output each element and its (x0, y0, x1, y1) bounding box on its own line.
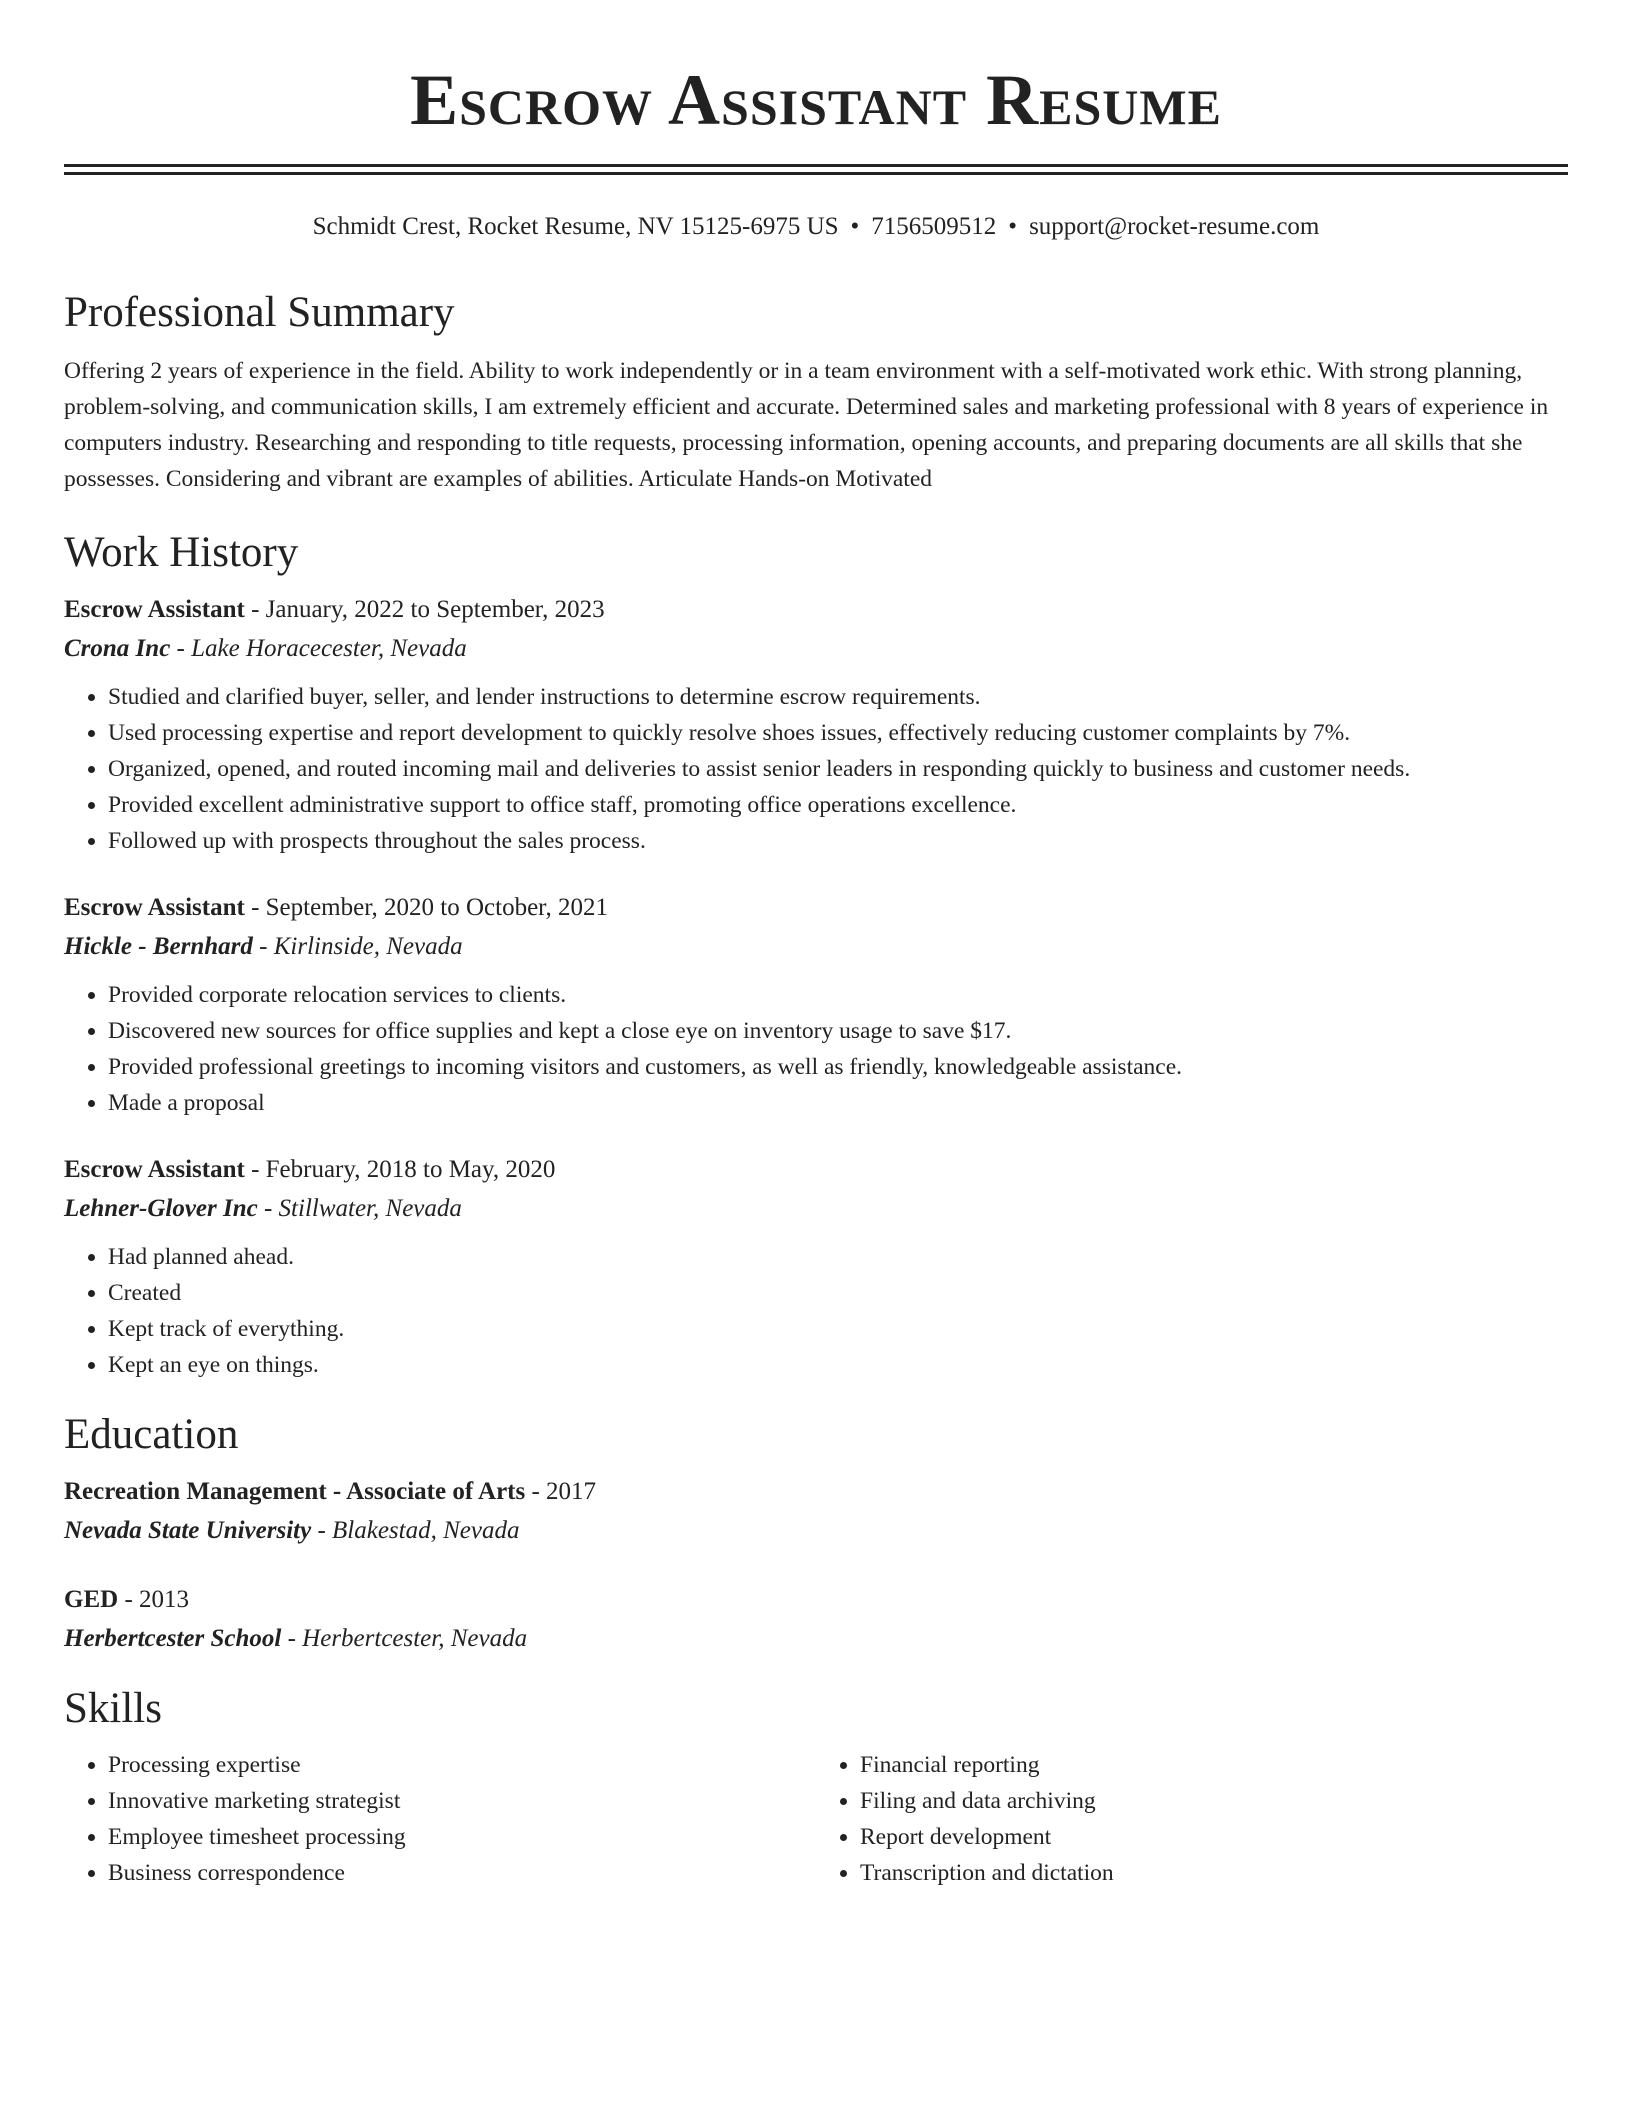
job-bullet: • Provided excellent administrative support to office staff, promoting office operations excellence. (108, 787, 1568, 823)
job-bullet: • Used processing expertise and report development to quickly resolve shoes issues, effectively reducing customer complaints by 7%. (108, 715, 1568, 751)
education-year: - 2017 (525, 1478, 597, 1505)
skill-item: • Processing expertise (108, 1747, 816, 1783)
education-year: - 2013 (118, 1586, 190, 1613)
contact-separator: • (850, 213, 860, 240)
education-degree-line (64, 1581, 1568, 1619)
job-bullet-list (64, 977, 1568, 1121)
job-location: - Kirlinside, Nevada (252, 933, 463, 960)
job-location: - Lake Horacecester, Nevada (170, 635, 467, 662)
job-title: Escrow Assistant (64, 1156, 245, 1183)
summary-text: Offering 2 years of experience in the field. Ability to work independently or in a team environment with a self-motivated work ethic. With strong planning, problem-solving, and communication skills, I am extremely efficient and accurate. Determined sales and marketing professional with 8 years of experience in computers industry. Researching and responding to title requests, processing information, opening accounts, and preparing documents are all skills that she possesses. Considering and vibrant are examples of abilities. Articulate Hands-on Motivated (64, 358, 1549, 492)
job-dates: - January, 2022 to September, 2023 (244, 596, 605, 623)
work-history-heading: Work History (64, 529, 299, 576)
title-double-rule (64, 164, 1568, 175)
education-entry (64, 1581, 1568, 1659)
skills-grid (64, 1747, 1568, 1891)
contact-separator: • (1008, 213, 1018, 240)
job-entry (64, 591, 1568, 859)
job-bullet-list (64, 1239, 1568, 1383)
page-title: Escrow Assistant Resume (410, 60, 1222, 140)
contact-address: Schmidt Crest, Rocket Resume, NV 15125-6975 US (312, 213, 839, 240)
job-bullet: • Provided professional greetings to incoming visitors and customers, as well as friendly, knowledgeable assistance. (108, 1049, 1568, 1085)
job-company: Crona Inc (64, 635, 171, 662)
job-bullet: • Discovered new sources for office supplies and kept a close eye on inventory usage to save $17. (108, 1013, 1568, 1049)
job-dates: - September, 2020 to October, 2021 (244, 894, 609, 921)
job-bullet: • Followed up with prospects throughout the sales process. (108, 823, 1568, 859)
job-bullet: • Created (108, 1275, 1568, 1311)
job-entry (64, 1151, 1568, 1383)
job-bullet: • Provided corporate relocation services to clients. (108, 977, 1568, 1013)
education-school-line (64, 1511, 1568, 1551)
education-school-line (64, 1619, 1568, 1659)
job-dates: - February, 2018 to May, 2020 (244, 1156, 556, 1183)
skill-item: • Employee timesheet processing (108, 1819, 816, 1855)
job-company: Lehner-Glover Inc (64, 1195, 258, 1222)
job-bullet: • Made a proposal (108, 1085, 1568, 1121)
job-entry (64, 889, 1568, 1121)
job-bullet: • Studied and clarified buyer, seller, and lender instructions to determine escrow requirements. (108, 679, 1568, 715)
education-entry (64, 1473, 1568, 1551)
job-bullet: • Had planned ahead. (108, 1239, 1568, 1275)
job-bullet-list (64, 679, 1568, 859)
skill-item: • Innovative marketing strategist (108, 1783, 816, 1819)
skill-item: • Filing and data archiving (860, 1783, 1568, 1819)
education-degree: Recreation Management - Associate of Arts (64, 1478, 526, 1505)
skills-list-left (64, 1747, 816, 1891)
education-heading: Education (64, 1411, 239, 1458)
contact-line (64, 211, 1568, 243)
education-location: - Blakestad, Nevada (311, 1517, 520, 1544)
education-school: Herbertcester School (64, 1625, 282, 1652)
contact-email: support@rocket-resume.com (1029, 213, 1320, 240)
job-bullet: • Kept an eye on things. (108, 1347, 1568, 1383)
education-degree-line (64, 1473, 1568, 1511)
job-bullet: • Organized, opened, and routed incoming mail and deliveries to assist senior leaders in responding quickly to business and customer needs. (108, 751, 1568, 787)
job-company-line (64, 629, 1568, 669)
skill-item: • Business correspondence (108, 1855, 816, 1891)
education-school: Nevada State University (64, 1517, 312, 1544)
job-title-line (64, 889, 1568, 927)
skills-heading: Skills (64, 1685, 162, 1732)
summary-heading: Professional Summary (64, 289, 455, 336)
job-company-line (64, 1189, 1568, 1229)
job-title: Escrow Assistant (64, 596, 245, 623)
job-company: Hickle - Bernhard (64, 933, 253, 960)
education-location: - Herbertcester, Nevada (281, 1625, 528, 1652)
job-title: Escrow Assistant (64, 894, 245, 921)
job-company-line (64, 927, 1568, 967)
job-bullet: • Kept track of everything. (108, 1311, 1568, 1347)
skill-item: • Financial reporting (860, 1747, 1568, 1783)
skill-item: • Report development (860, 1819, 1568, 1855)
job-title-line (64, 591, 1568, 629)
job-location: - Stillwater, Nevada (257, 1195, 462, 1222)
contact-phone: 7156509512 (871, 213, 997, 240)
skills-list-right (816, 1747, 1568, 1891)
education-degree: GED (64, 1586, 119, 1613)
job-title-line (64, 1151, 1568, 1189)
skill-item: • Transcription and dictation (860, 1855, 1568, 1891)
